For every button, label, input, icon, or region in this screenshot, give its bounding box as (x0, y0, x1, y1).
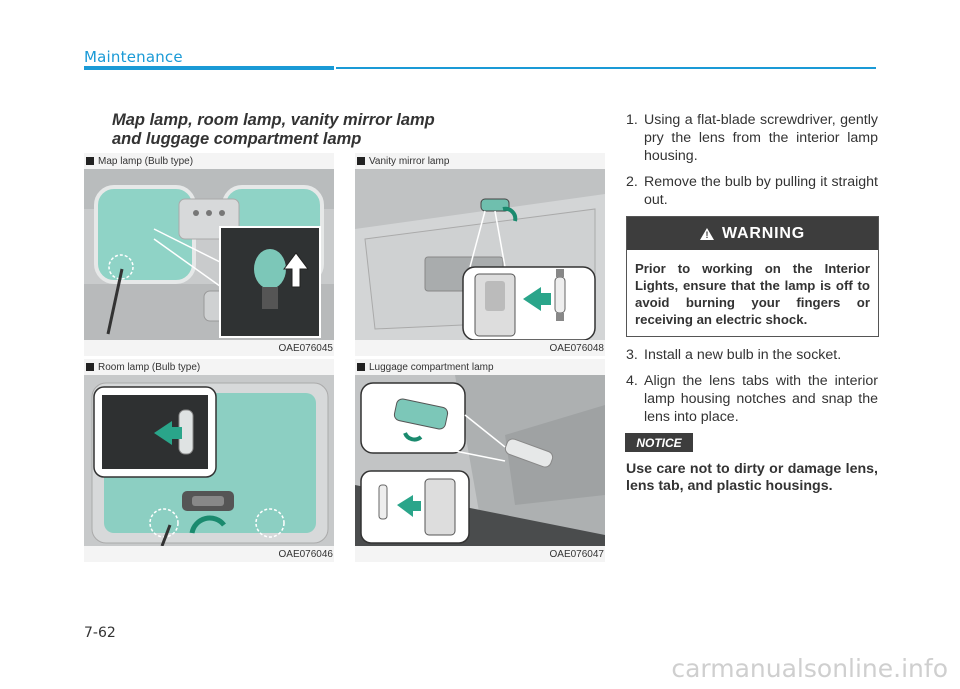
page-number: 7-62 (84, 625, 116, 641)
notice-label: NOTICE (625, 433, 693, 452)
steps-list (626, 111, 878, 217)
header-rule-thin (336, 67, 876, 69)
header-rule-thick (84, 66, 334, 70)
notice-text: Use care not to dirty or damage lens, lens tab, and plastic housings. (626, 461, 878, 494)
luggage-lamp-illustration (355, 375, 605, 546)
figure-caption: Vanity mirror lamp (369, 155, 450, 167)
step-number: 1. (626, 112, 638, 128)
bullet-square-icon (357, 363, 365, 371)
warning-box (626, 216, 879, 337)
bullet-square-icon (357, 157, 365, 165)
step-text: Install a new bulb in the socket. (644, 347, 842, 363)
figure-code: OAE076046 (278, 549, 333, 560)
bullet-square-icon (86, 157, 94, 165)
figure-vanity-mirror-lamp (355, 153, 605, 356)
warning-triangle-icon: ! (700, 228, 714, 240)
figure-code: OAE076047 (549, 549, 604, 560)
figure-map-lamp (84, 153, 334, 356)
step-number: 4. (626, 373, 638, 389)
bullet-square-icon (86, 363, 94, 371)
room-lamp-illustration (84, 375, 334, 546)
warning-header (627, 217, 878, 250)
step-text: Remove the bulb by pulling it straight out. (644, 174, 878, 208)
page-heading: Map lamp, room lamp, vanity mirror lamp and luggage compartment lamp (112, 111, 435, 148)
warning-title: WARNING (722, 224, 805, 242)
steps-list-continued (626, 346, 878, 434)
warning-text: Prior to working on the Interior Lights, ensure that the lamp is off to avoid burning your fingers or receiving an electric shock. (635, 261, 870, 327)
figure-caption: Room lamp (Bulb type) (98, 361, 201, 373)
watermark: carmanualsonline.info (671, 654, 948, 683)
vanity-lamp-illustration (355, 169, 605, 340)
figure-caption: Luggage compartment lamp (369, 361, 494, 373)
figure-luggage-lamp (355, 359, 605, 562)
figure-code: OAE076045 (278, 343, 333, 354)
section-title: Maintenance (84, 48, 183, 66)
figure-code: OAE076048 (549, 343, 604, 354)
figure-caption: Map lamp (Bulb type) (98, 155, 194, 167)
map-lamp-illustration (84, 169, 334, 340)
list-item (626, 346, 878, 364)
step-text: Using a flat-blade screwdriver, gently pry the lens from the interior lamp housing. (644, 112, 878, 164)
list-item (626, 111, 878, 165)
list-item (626, 372, 878, 426)
list-item (626, 173, 878, 209)
step-number: 3. (626, 347, 638, 363)
step-text: Align the lens tabs with the interior lamp housing notches and snap the lens into place. (644, 373, 878, 425)
step-number: 2. (626, 174, 638, 190)
figure-room-lamp (84, 359, 334, 562)
